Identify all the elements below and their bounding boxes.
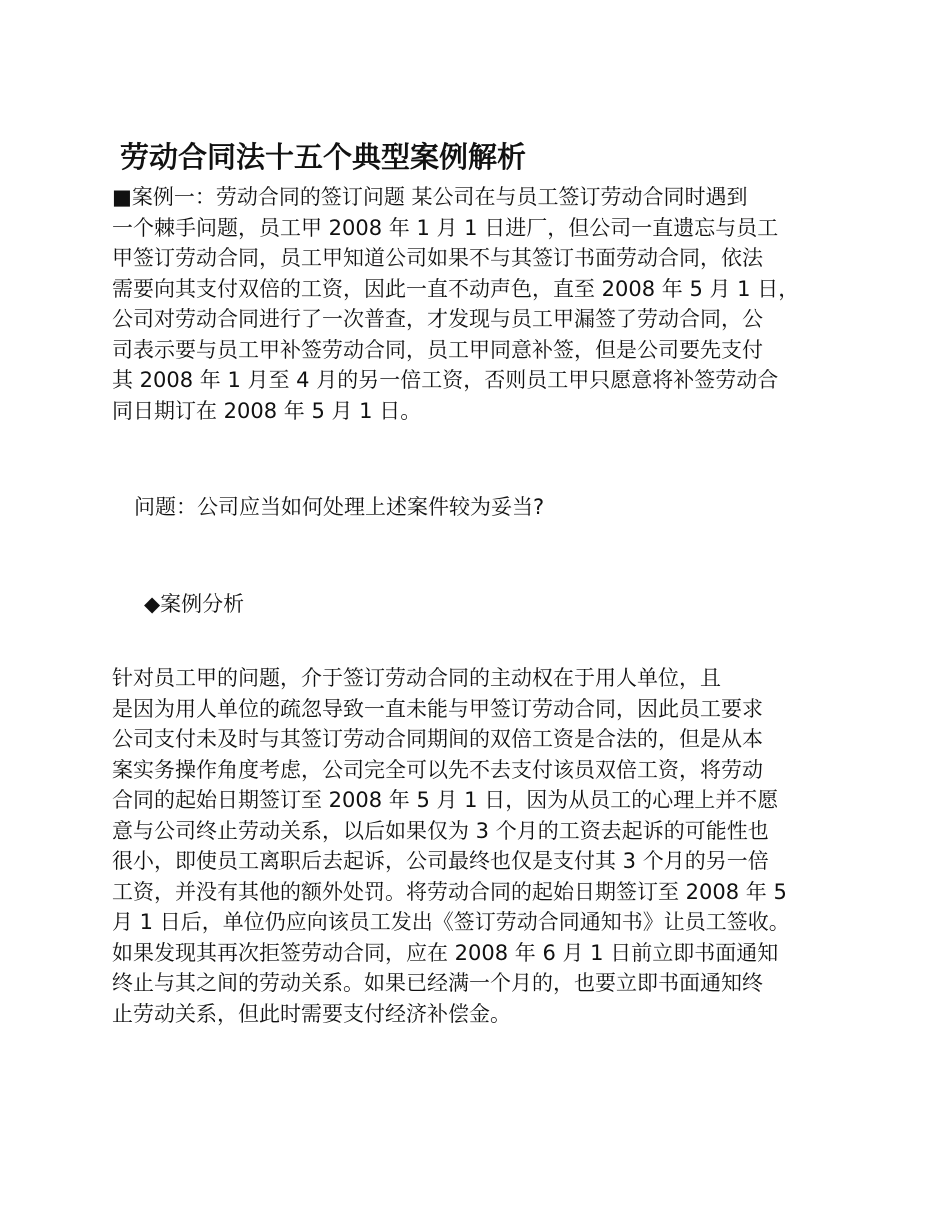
case1-line: 甲签订劳动合同，员工甲知道公司如果不与其签订书面劳动合同，依法 bbox=[112, 246, 763, 270]
question-paragraph: 问题：公司应当如何处理上述案件较为妥当? bbox=[134, 495, 545, 519]
analysis-line: 很小，即使员工离职后去起诉，公司最终也仅是支付其 3 个月的另一倍 bbox=[112, 849, 769, 873]
case1-line: 一个棘手问题，员工甲 2008 年 1 月 1 日进厂，但公司一直遗忘与员工 bbox=[112, 215, 779, 240]
document-title: 劳动合同法十五个典型案例解析 bbox=[120, 140, 527, 174]
analysis-line: 如果发现其再次拒签劳动合同，应在 2008 年 6 月 1 日前立即书面通知 bbox=[112, 940, 779, 965]
analysis-line: 公司支付未及时与其签订劳动合同期间的双倍工资是合法的，但是从本 bbox=[112, 727, 763, 751]
analysis-line: 工资，并没有其他的额外处罚。将劳动合同的起始日期签订至 2008 年 5 bbox=[112, 879, 787, 904]
case1-line: 同日期订在 2008 年 5 月 1 日。 bbox=[112, 398, 422, 423]
analysis-line: 意与公司终止劳动关系，以后如果仅为 3 个月的工资去起诉的可能性也 bbox=[112, 818, 769, 843]
case1-line: 需要向其支付双倍的工资，因此一直不动声色，直至 2008 年 5 月 1 日， bbox=[112, 276, 800, 301]
analysis-line: 案实务操作角度考虑，公司完全可以先不去支付该员双倍工资，将劳动 bbox=[112, 757, 763, 782]
analysis-line: 终止与其之间的劳动关系。如果已经满一个月的，也要立即书面通知终 bbox=[112, 971, 763, 995]
analysis-line: 针对员工甲的问题，介于签订劳动合同的主动权在于用人单位，且 bbox=[112, 666, 721, 690]
analysis-paragraph bbox=[112, 663, 842, 1029]
analysis-line: 合同的起始日期签订至 2008 年 5 月 1 日，因为从员工的心理上并不愿 bbox=[112, 788, 779, 812]
analysis-line: 是因为用人单位的疏忽导致一直未能与甲签订劳动合同，因此员工要求 bbox=[112, 696, 763, 721]
analysis-line: 止劳动关系，但此时需要支付经济补偿金。 bbox=[112, 1001, 511, 1026]
analysis-heading: ◆案例分析 bbox=[144, 592, 245, 616]
case1-line: 司表示要与员工甲补签劳动合同，员工甲同意补签，但是公司要先支付 bbox=[112, 337, 763, 362]
case1-line: ■案例一：劳动合同的签订问题 某公司在与员工签订劳动合同时遇到 bbox=[112, 185, 748, 209]
case1-line: 其 2008 年 1 月至 4 月的另一倍工资，否则员工甲只愿意将补签劳动合 bbox=[112, 368, 779, 392]
case1-paragraph bbox=[112, 182, 842, 426]
analysis-line: 月 1 日后，单位仍应向该员工发出《签订劳动合同通知书》让员工签收。 bbox=[112, 910, 790, 934]
case1-line: 公司对劳动合同进行了一次普查，才发现与员工甲漏签了劳动合同，公 bbox=[112, 307, 763, 331]
